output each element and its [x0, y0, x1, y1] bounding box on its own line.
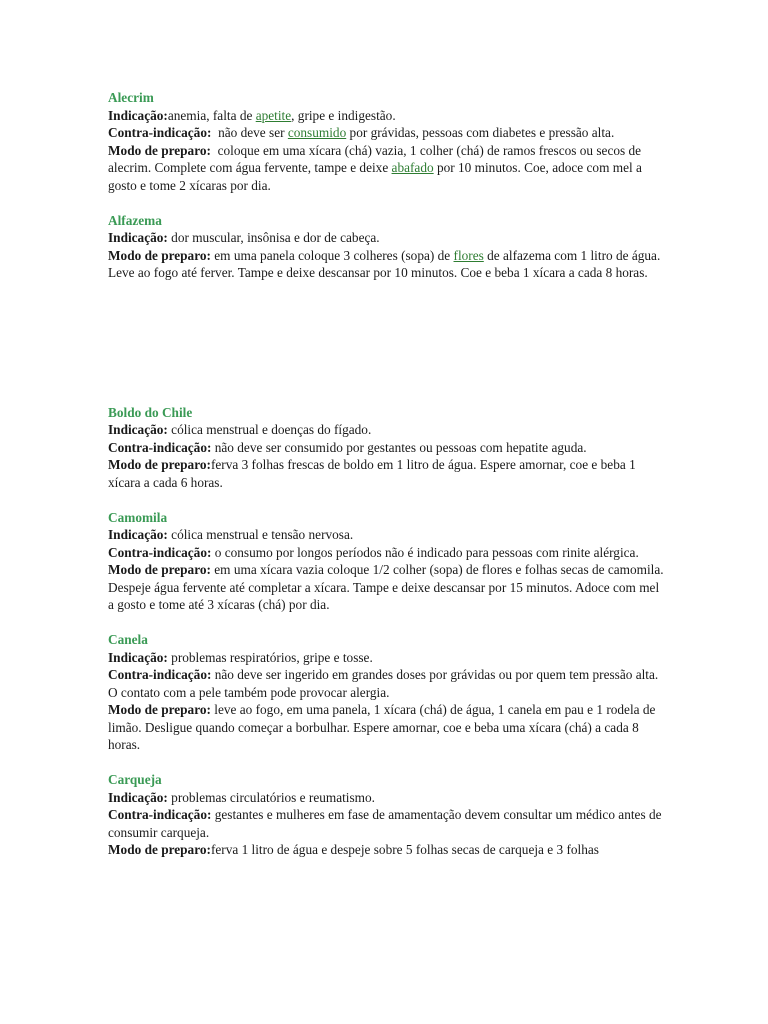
indicacao-text: problemas respiratórios, gripe e tosse.	[167, 649, 373, 665]
indicacao-line	[108, 789, 664, 807]
modo-preparo-text: em uma xícara vazia coloque 1/2 colher (sopa) de flores e folhas secas de camomila. Despeje água fervente até completar a xícara. Tampe e deixe descansar por 15 minutos. Adoce com mel a gosto e tome até 3 xícaras (chá) por dia.	[108, 562, 664, 612]
indicacao-text: problemas circulatórios e reumatismo.	[167, 789, 375, 805]
link-abafado[interactable]: abafado	[391, 160, 434, 175]
modo-preparo-line	[108, 561, 664, 614]
contra-indicacao-label: Contra-indicação:	[108, 125, 212, 140]
modo-preparo-label: Modo de preparo:	[108, 457, 211, 472]
modo-preparo-label: Modo de preparo:	[108, 142, 211, 158]
contra-indicacao-line	[108, 544, 664, 562]
link-apetite[interactable]: apetite	[255, 107, 292, 123]
entry-title: Alecrim	[108, 90, 154, 105]
modo-preparo-label: Modo de preparo:	[108, 842, 211, 857]
entry-title: Camomila	[108, 509, 168, 525]
contra-indicacao-label: Contra-indicação:	[108, 439, 212, 455]
link-consumido[interactable]: consumido	[287, 125, 347, 140]
modo-preparo-text: ferva 1 litro de água e despeje sobre 5 folhas secas de carqueja e 3 folhas	[210, 842, 599, 857]
indicacao-label: Indicação:	[108, 789, 168, 805]
contra-indicacao-text: não deve ser ingerido em grandes doses por grávidas ou por quem tem pressão alta. O contato com a pele também pode provocar alergia.	[108, 667, 659, 700]
contra-indicacao-line	[108, 439, 664, 457]
contra-indicacao-line	[108, 124, 664, 142]
contra-indicacao-line	[108, 666, 664, 701]
entry-title: Alfazema	[108, 212, 162, 228]
indicacao-text: cólica menstrual e tensão nervosa.	[167, 527, 354, 542]
contra-indicacao-text: o consumo por longos períodos não é indicado para pessoas com rinite alérgica.	[211, 544, 639, 560]
entry-title: Canela	[108, 632, 148, 647]
modo-preparo-text: ferva 3 folhas frescas de boldo em 1 litro de água. Espere amornar, coe e beba 1 xícara a cada 6 horas.	[108, 457, 636, 490]
indicacao-text-post: , gripe e indigestão.	[291, 107, 396, 123]
modo-preparo-text-pre: coloque em uma xícara (chá) vazia, 1 colher (chá) de ramos frescos ou secos de alecrim. Complete com água fervente, tampe e deixe	[108, 142, 645, 175]
entry-title: Carqueja	[108, 772, 162, 787]
modo-preparo-label: Modo de preparo:	[108, 562, 211, 577]
indicacao-text: cólica menstrual e doenças do fígado.	[167, 422, 372, 437]
indicacao-text-pre: anemia, falta de	[167, 107, 256, 123]
indicacao-label: Indicação:	[108, 527, 168, 542]
indicacao-line	[108, 421, 664, 439]
indicacao-line	[108, 229, 664, 247]
contra-indicacao-label: Contra-indicação:	[108, 667, 212, 682]
indicacao-text: dor muscular, insônisa e dor de cabeça.	[167, 230, 380, 245]
modo-preparo-line	[108, 841, 664, 859]
link-flores[interactable]: flores	[453, 247, 484, 263]
modo-preparo-line	[108, 456, 664, 491]
contra-indicacao-label: Contra-indicação:	[108, 807, 212, 822]
modo-preparo-line	[108, 142, 664, 195]
document-page	[108, 89, 664, 859]
entry-canela	[108, 631, 664, 754]
modo-preparo-line	[108, 701, 664, 754]
entry-boldo-do-chile	[108, 404, 664, 492]
entry-camomila	[108, 509, 664, 614]
entry-title: Boldo do Chile	[108, 404, 193, 420]
indicacao-line	[108, 649, 664, 667]
contra-indicacao-line	[108, 806, 664, 841]
modo-preparo-text-pre: em uma panela coloque 3 colheres (sopa) de	[210, 247, 454, 263]
contra-indicacao-label: Contra-indicação:	[108, 544, 212, 560]
indicacao-label: Indicação:	[108, 230, 168, 245]
contra-indicacao-text: gestantes e mulheres em fase de amamentação devem consultar um médico antes de consumir carqueja.	[108, 807, 662, 840]
modo-preparo-label: Modo de preparo:	[108, 702, 211, 717]
modo-preparo-line	[108, 247, 664, 282]
indicacao-label: Indicação:	[108, 107, 168, 123]
indicacao-label: Indicação:	[108, 649, 168, 665]
modo-preparo-text-post: de alfazema com 1 litro de água. Leve ao fogo até ferver. Tampe e deixe descansar por 10 minutos. Coe e beba 1 xícara a cada 8 horas.	[108, 247, 661, 280]
indicacao-line	[108, 526, 664, 544]
modo-preparo-text: leve ao fogo, em uma panela, 1 xícara (chá) de água, 1 canela em pau e 1 rodela de limão. Desligue quando começar a borbulhar. Espere amornar, coe e beba uma xícara (chá) a cada 8 horas.	[108, 702, 656, 752]
contra-indicacao-text-post: por grávidas, pessoas com diabetes e pressão alta.	[346, 125, 615, 140]
contra-indicacao-text: não deve ser consumido por gestantes ou pessoas com hepatite aguda.	[211, 439, 587, 455]
indicacao-line	[108, 107, 664, 125]
indicacao-label: Indicação:	[108, 422, 168, 437]
modo-preparo-text-post: por 10 minutos. Coe, adoce com mel a gosto e tome 2 xícaras por dia.	[108, 160, 642, 193]
contra-indicacao-text-pre: não deve ser	[211, 125, 288, 140]
entry-alfazema	[108, 212, 664, 282]
entry-alecrim	[108, 89, 664, 194]
modo-preparo-label: Modo de preparo:	[108, 247, 211, 263]
entry-carqueja	[108, 771, 664, 859]
